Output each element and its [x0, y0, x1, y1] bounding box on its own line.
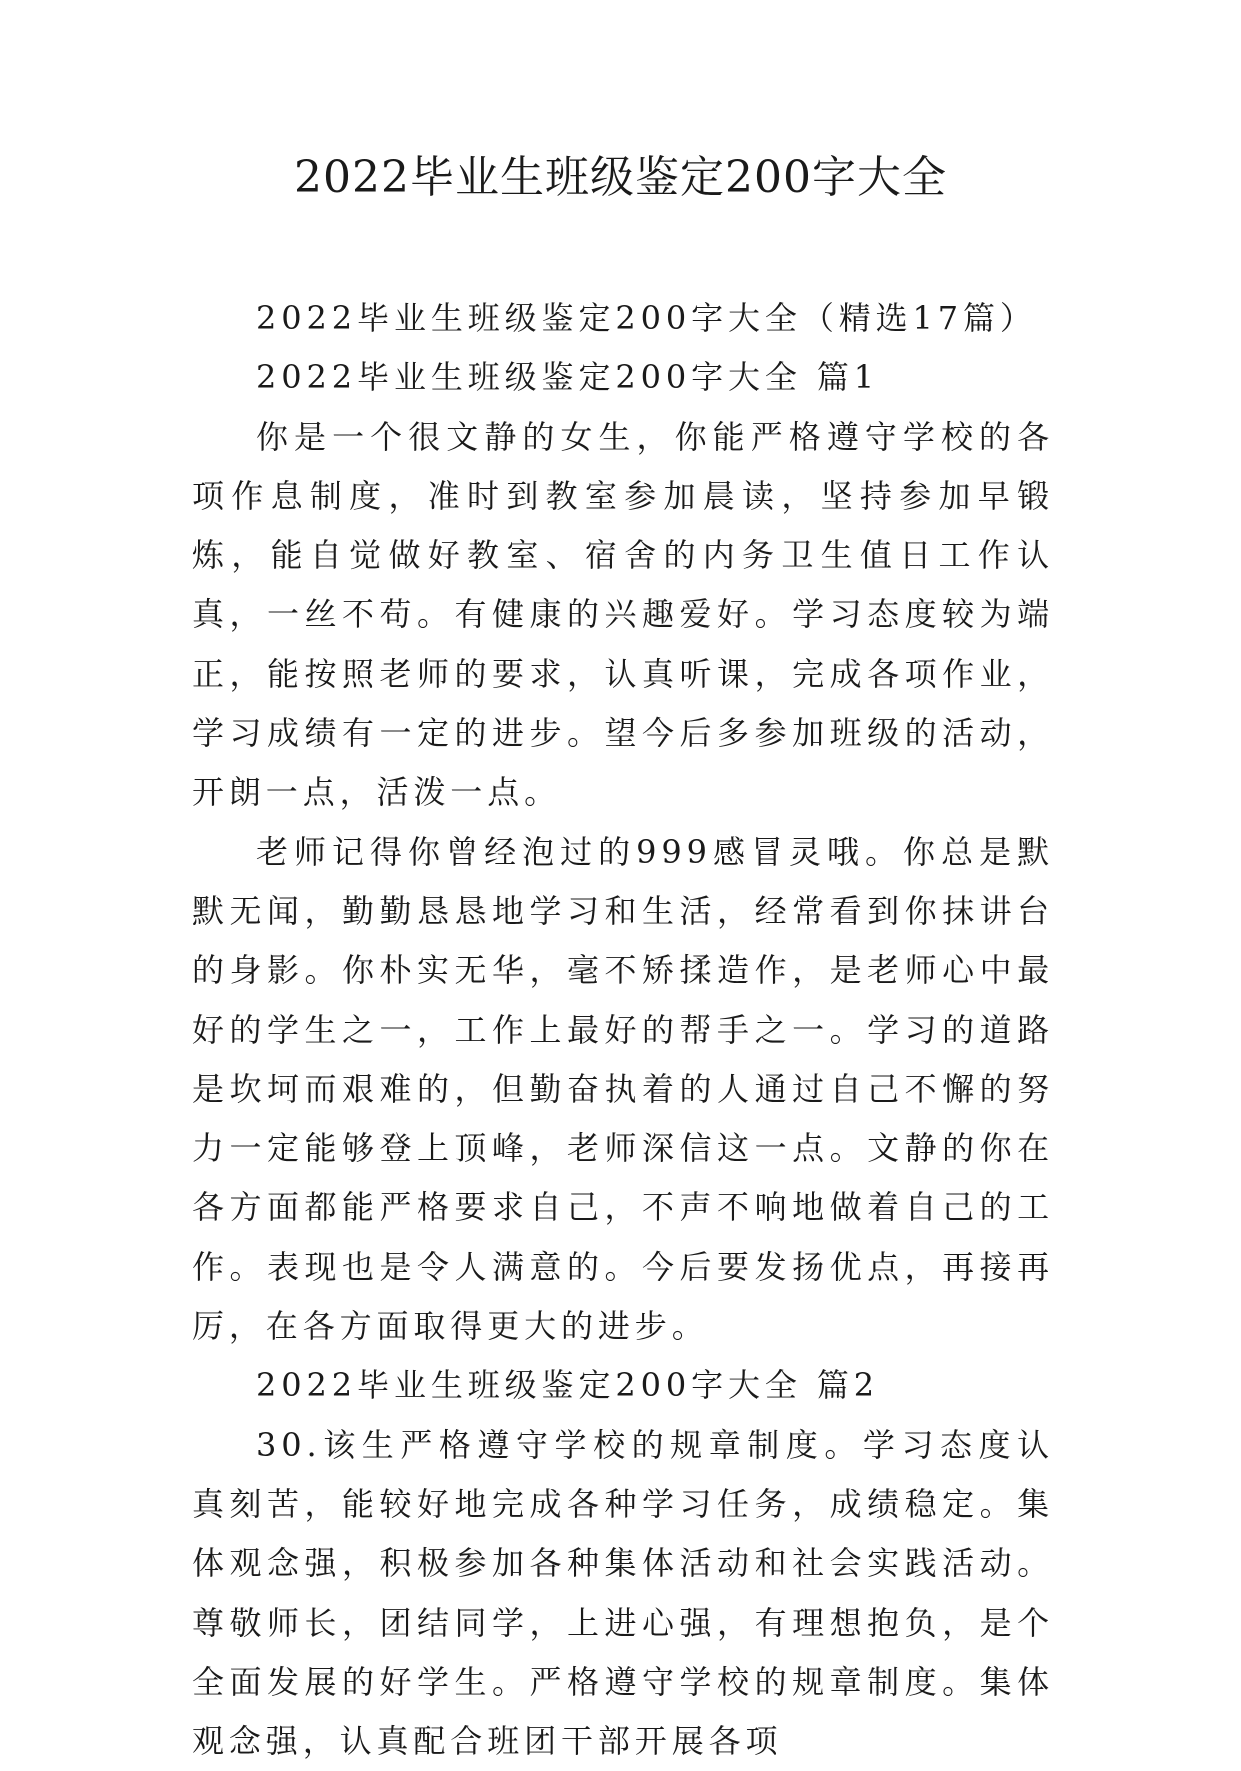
- document-subtitle: 2022毕业生班级鉴定200字大全（精选17篇）: [256, 299, 1037, 337]
- body-paragraph: 你是一个很文静的女生，你能严格遵守学校的各项作息制度，准时到教室参加晨读，坚持参加早锻炼，能自觉做好教室、宿舍的内务卫生值日工作认真，一丝不苟。有健康的兴趣爱好。学习态度较为端正，能按照老师的要求，认真听课，完成各项作业，学习成绩有一定的进步。望今后多参加班级的活动，开朗一点，活泼一点。: [192, 417, 1054, 812]
- section-heading-2: 2022毕业生班级鉴定200字大全 篇2: [256, 1366, 880, 1405]
- document-title: 2022毕业生班级鉴定200字大全: [294, 152, 947, 203]
- body-paragraph: 老师记得你曾经泡过的999感冒灵哦。你总是默默无闻，勤勤恳恳地学习和生活，经常看到你抹讲台的身影。你朴实无华，毫不矫揉造作，是老师心中最好的学生之一，工作上最好的帮手之一。学习的道路是坎坷而艰难的，但勤奋执着的人通过自己不懈的努力一定能够登上顶峰，老师深信这一点。文静的你在各方面都能严格要求自己，不声不响地做着自己的工作。表现也是令人满意的。今后要发扬优点，再接再厉，在各方面取得更大的进步。: [192, 832, 1054, 1346]
- body-paragraph: 30.该生严格遵守学校的规章制度。学习态度认真刻苦，能较好地完成各种学习任务，成绩稳定。集体观念强，积极参加各种集体活动和社会实践活动。尊敬师长，团结同学，上进心强，有理想抱负，是个全面发展的好学生。严格遵守学校的规章制度。集体观念强，认真配合班团干部开展各项: [192, 1425, 1054, 1761]
- document-body: [192, 289, 1054, 1771]
- section-heading-1: 2022毕业生班级鉴定200字大全 篇1: [256, 358, 880, 397]
